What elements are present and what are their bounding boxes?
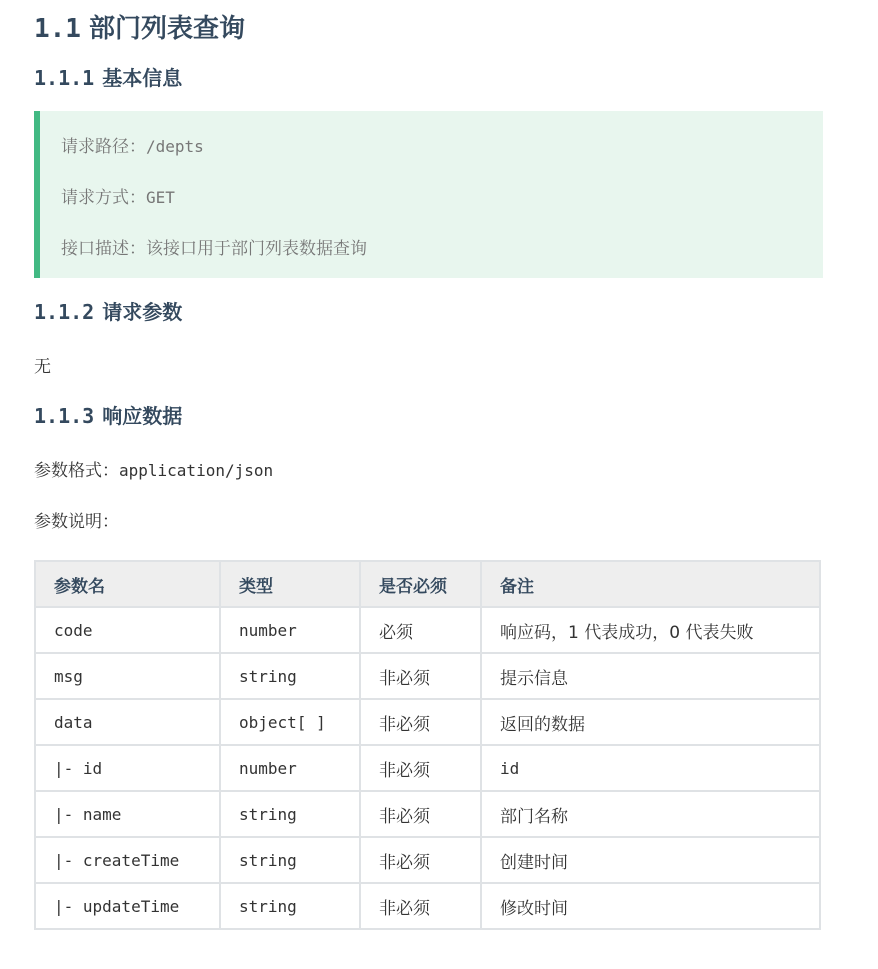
response-format-line [34,456,273,481]
cell-remarks [481,607,820,653]
table-row [35,745,820,791]
section-heading [34,8,245,45]
table-row [35,883,820,929]
cell-param-name: msg [35,653,220,699]
request-method-label: 请求方式： [61,188,146,208]
response-data-number: 1.1.3 [34,404,95,428]
basic-info-number: 1.1.1 [34,66,95,90]
table-row [35,837,820,883]
table-header-row [35,561,820,607]
cell-required: 非必须 [360,699,481,745]
cell-required: 非必须 [360,745,481,791]
section-number: 1.1 [34,14,81,44]
api-description-line [61,234,367,259]
cell-remarks: 提示信息 [481,653,820,699]
header-param-name: 参数名 [35,561,220,607]
cell-param-name: data [35,699,220,745]
cell-param-name: code [35,607,220,653]
cell-type: string [220,837,360,883]
api-description-value: 该接口用于部门列表数据查询 [146,239,367,259]
response-format-label: 参数格式： [34,461,119,481]
request-method-line [61,183,175,208]
request-path-value: /depts [146,137,204,156]
cell-remarks: id [481,745,820,791]
cell-type: string [220,791,360,837]
cell-param-name: |- name [35,791,220,837]
header-required: 是否必须 [360,561,481,607]
request-params-number: 1.1.2 [34,300,95,324]
cell-type: number [220,745,360,791]
cell-type: string [220,653,360,699]
header-remarks: 备注 [481,561,820,607]
cell-required: 非必须 [360,791,481,837]
cell-required: 非必须 [360,837,481,883]
basic-info-heading [34,62,182,91]
table-row [35,607,820,653]
cell-required: 非必须 [360,883,481,929]
basic-info-callout [34,111,823,278]
cell-param-name: |- id [35,745,220,791]
request-params-heading [34,296,182,325]
request-params-content: 无 [34,357,51,377]
table-row [35,791,820,837]
section-title: 部门列表查询 [88,14,245,44]
request-params-title: 请求参数 [102,300,183,324]
basic-info-title: 基本信息 [102,66,183,90]
cell-param-name: |- createTime [35,837,220,883]
request-path-line [61,132,204,157]
cell-remarks: 创建时间 [481,837,820,883]
remarks-code-text: 响应码，1 代表成功，0 代表失败 [500,622,754,643]
request-method-value: GET [146,188,175,207]
cell-remarks: 修改时间 [481,883,820,929]
request-path-label: 请求路径： [61,137,146,157]
cell-type: number [220,607,360,653]
table-row [35,653,820,699]
response-params-table [34,560,821,930]
response-data-title: 响应数据 [102,404,183,428]
response-format-value: application/json [119,461,274,480]
param-description-label: 参数说明： [34,512,119,532]
cell-remarks: 部门名称 [481,791,820,837]
cell-required: 非必须 [360,653,481,699]
response-data-heading [34,400,182,429]
cell-required: 必须 [360,607,481,653]
cell-type: string [220,883,360,929]
header-type: 类型 [220,561,360,607]
table-row [35,699,820,745]
api-description-label: 接口描述： [61,239,146,259]
cell-remarks: 返回的数据 [481,699,820,745]
cell-type: object[ ] [220,699,360,745]
cell-param-name: |- updateTime [35,883,220,929]
